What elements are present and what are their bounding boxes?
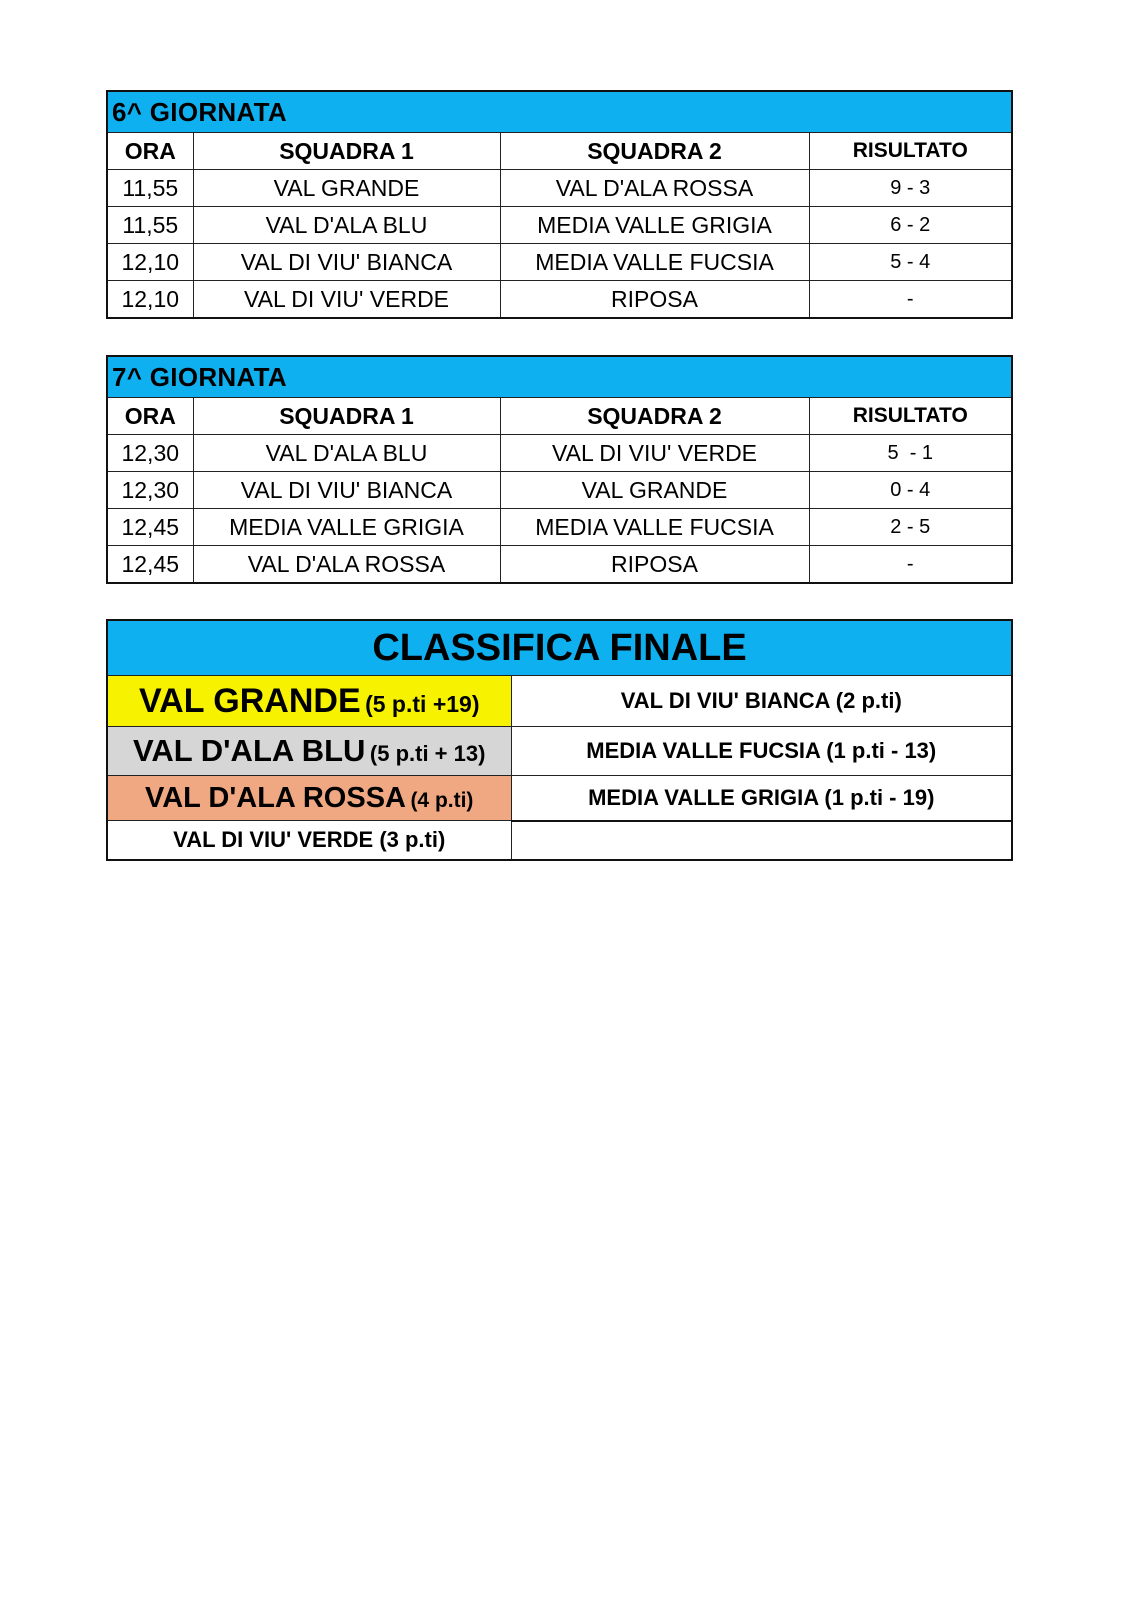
standing-points: (3 p.ti) xyxy=(379,827,446,852)
header-team1: SQUADRA 1 xyxy=(193,133,500,170)
match-time: 12,30 xyxy=(107,472,193,509)
match-time: 11,55 xyxy=(107,207,193,244)
standing-5th: VAL DI VIU' BIANCA (2 p.ti) xyxy=(511,676,1012,727)
header-team1: SQUADRA 1 xyxy=(193,398,500,435)
match-time: 12,45 xyxy=(107,509,193,546)
standings-row xyxy=(107,676,1012,727)
match-result: 2 - 5 xyxy=(809,509,1012,546)
final-standings-table xyxy=(106,619,1013,861)
round-7-table xyxy=(106,355,1013,584)
standing-2nd xyxy=(107,727,511,776)
header-time: ORA xyxy=(107,398,193,435)
match-team2: MEDIA VALLE FUCSIA xyxy=(500,509,809,546)
table-row xyxy=(107,281,1012,319)
match-time: 12,10 xyxy=(107,281,193,319)
standing-team: VAL D'ALA BLU xyxy=(133,733,366,768)
table-row xyxy=(107,509,1012,546)
match-team1: VAL DI VIU' BIANCA xyxy=(193,244,500,281)
table-header-row xyxy=(107,133,1012,170)
round-6-table xyxy=(106,90,1013,319)
table-row xyxy=(107,170,1012,207)
round-title: 6^ GIORNATA xyxy=(107,91,1012,133)
table-row xyxy=(107,435,1012,472)
match-result: - xyxy=(809,546,1012,584)
round-title: 7^ GIORNATA xyxy=(107,356,1012,398)
table-row xyxy=(107,546,1012,584)
standing-team: VAL GRANDE xyxy=(138,681,361,720)
match-result: 9 - 3 xyxy=(809,170,1012,207)
match-team1: VAL D'ALA BLU xyxy=(193,207,500,244)
match-team1: VAL D'ALA BLU xyxy=(193,435,500,472)
table-row xyxy=(107,207,1012,244)
match-time: 11,55 xyxy=(107,170,193,207)
match-team2: VAL DI VIU' VERDE xyxy=(500,435,809,472)
match-result: 6 - 2 xyxy=(809,207,1012,244)
header-team2: SQUADRA 2 xyxy=(500,398,809,435)
match-team2: MEDIA VALLE FUCSIA xyxy=(500,244,809,281)
match-result: 5 - 4 xyxy=(809,244,1012,281)
standings-row xyxy=(107,727,1012,776)
empty-cell xyxy=(511,821,1012,861)
match-time: 12,10 xyxy=(107,244,193,281)
match-result: - xyxy=(809,281,1012,319)
match-team2: RIPOSA xyxy=(500,546,809,584)
match-team2: VAL GRANDE xyxy=(500,472,809,509)
standing-6th: MEDIA VALLE FUCSIA (1 p.ti - 13) xyxy=(511,727,1012,776)
match-team1: VAL D'ALA ROSSA xyxy=(193,546,500,584)
standing-points: (5 p.ti + 13) xyxy=(369,741,486,766)
match-time: 12,30 xyxy=(107,435,193,472)
header-result: RISULTATO xyxy=(809,398,1012,435)
match-time: 12,45 xyxy=(107,546,193,584)
standing-team: VAL D'ALA ROSSA xyxy=(145,781,406,814)
standings-row xyxy=(107,821,1012,861)
table-row xyxy=(107,472,1012,509)
standings-title: CLASSIFICA FINALE xyxy=(107,620,1012,676)
header-team2: SQUADRA 2 xyxy=(500,133,809,170)
standings-row xyxy=(107,776,1012,821)
header-time: ORA xyxy=(107,133,193,170)
match-result: 5 - 1 xyxy=(809,435,1012,472)
match-team2: VAL D'ALA ROSSA xyxy=(500,170,809,207)
standing-4th xyxy=(107,821,511,861)
table-row xyxy=(107,244,1012,281)
standing-1st xyxy=(107,676,511,727)
standing-team: VAL DI VIU' VERDE xyxy=(173,827,374,852)
match-team1: VAL DI VIU' BIANCA xyxy=(193,472,500,509)
header-result: RISULTATO xyxy=(809,133,1012,170)
match-team2: RIPOSA xyxy=(500,281,809,319)
match-result: 0 - 4 xyxy=(809,472,1012,509)
standing-points: (5 p.ti +19) xyxy=(365,690,480,717)
match-team1: VAL GRANDE xyxy=(193,170,500,207)
match-team1: MEDIA VALLE GRIGIA xyxy=(193,509,500,546)
match-team2: MEDIA VALLE GRIGIA xyxy=(500,207,809,244)
match-team1: VAL DI VIU' VERDE xyxy=(193,281,500,319)
table-header-row xyxy=(107,398,1012,435)
standing-3rd xyxy=(107,776,511,821)
standing-7th: MEDIA VALLE GRIGIA (1 p.ti - 19) xyxy=(511,776,1012,821)
standing-points: (4 p.ti) xyxy=(410,788,474,812)
